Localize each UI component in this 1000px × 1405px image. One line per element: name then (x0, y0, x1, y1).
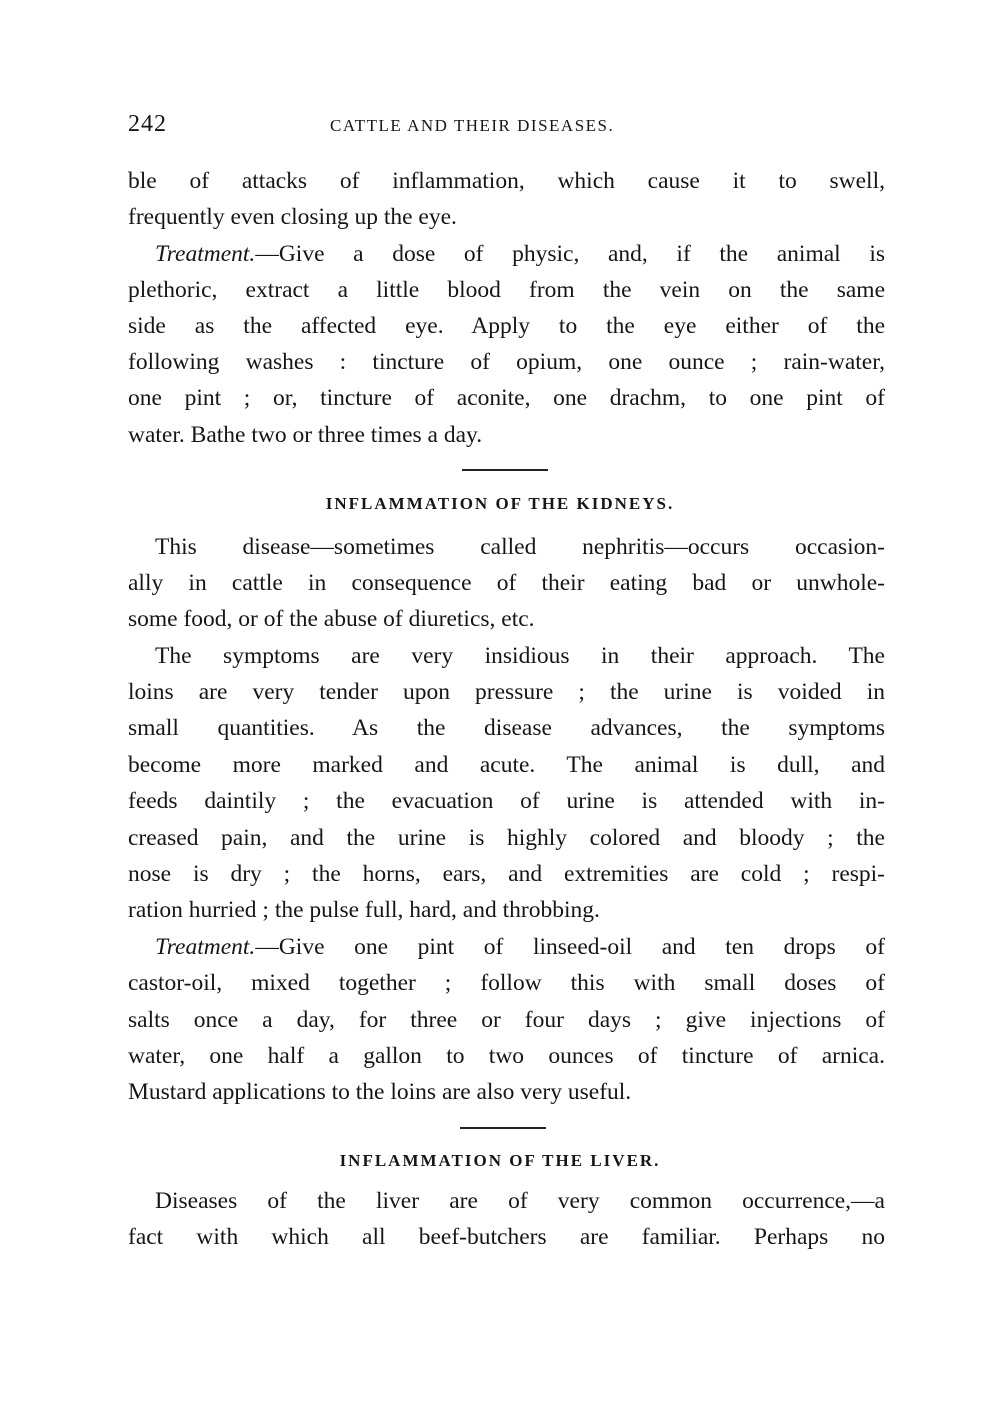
text-line: castor-oil, mixed together ; follow this with small doses of (128, 970, 885, 996)
text-line (155, 932, 885, 962)
page-number: 242 (128, 111, 167, 137)
text-line: loins are very tender upon pressure ; the urine is voided in (128, 679, 885, 705)
section-heading-liver: INFLAMMATION OF THE LIVER. (339, 1151, 661, 1170)
section-divider (460, 1127, 546, 1129)
text-line: small quantities. As the disease advances, the symptoms (128, 715, 885, 741)
text-line: salts once a day, for three or four days ; give injections of (128, 1007, 885, 1033)
section-divider (462, 469, 548, 471)
text: —Give a dose of physic, and, if the animal is (255, 241, 885, 267)
running-title: CATTLE AND THEIR DISEASES. (330, 116, 615, 135)
text-line: become more marked and acute. The animal is dull, and (128, 752, 885, 778)
text-line: ally in cattle in consequence of their eating bad or unwhole- (128, 570, 885, 596)
text-line: fact with which all beef-butchers are familiar. Perhaps no (128, 1224, 885, 1250)
text-line: frequently even closing up the eye. (128, 204, 457, 230)
text-line: side as the affected eye. Apply to the eye either of the (128, 313, 885, 339)
text: —Give one pint of linseed-oil and ten drops of (255, 934, 885, 960)
text-line: feeds daintily ; the evacuation of urine is attended with in- (128, 788, 885, 814)
text-line (155, 239, 885, 269)
text-line: Mustard applications to the loins are also very useful. (128, 1079, 632, 1105)
text-line: The symptoms are very insidious in their approach. The (155, 643, 885, 669)
text-line: creased pain, and the urine is highly colored and bloody ; the (128, 825, 885, 851)
text-line: plethoric, extract a little blood from the vein on the same (128, 277, 885, 303)
text-line: ration hurried ; the pulse full, hard, and throbbing. (128, 897, 600, 923)
treatment-label: Treatment. (155, 934, 256, 960)
text-line: This disease—sometimes called nephritis—occurs occasion- (155, 534, 885, 560)
text-line: nose is dry ; the horns, ears, and extremities are cold ; respi- (128, 861, 885, 887)
text-line: one pint ; or, tincture of aconite, one drachm, to one pint of (128, 385, 885, 411)
text-line: following washes : tincture of opium, one ounce ; rain-water, (128, 349, 885, 375)
section-heading-kidneys: INFLAMMATION OF THE KIDNEYS. (325, 494, 675, 513)
text-line: some food, or of the abuse of diuretics, etc. (128, 606, 535, 632)
text-line: water. Bathe two or three times a day. (128, 422, 483, 448)
text-line: ble of attacks of inflammation, which cause it to swell, (128, 168, 885, 194)
treatment-label: Treatment. (155, 241, 256, 267)
text-line: water, one half a gallon to two ounces of tincture of arnica. (128, 1043, 885, 1069)
text-line: Diseases of the liver are of very common occurrence,—a (155, 1188, 885, 1214)
